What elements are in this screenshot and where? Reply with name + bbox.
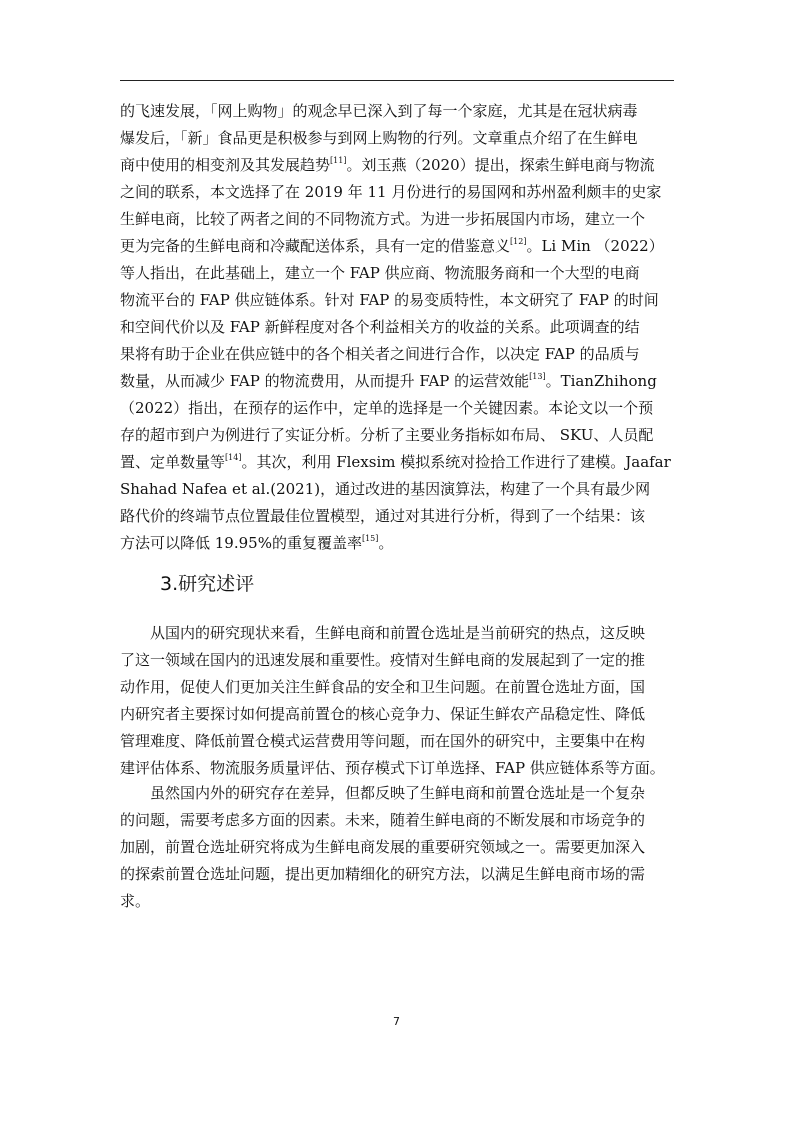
paragraph-line: 物流平台的 FAP 供应链体系。针对 FAP 的易变质特性，本文研究了 FAP 的时间 (120, 291, 659, 309)
paragraph-line: 的问题，需要考虑多方面的因素。未来，随着生鲜电商的不断发展和市场竞争的 (120, 811, 646, 829)
text-run: 置、定单数量等 (120, 453, 226, 471)
paragraph-line: 存的超市到户为例进行了实证分析。分析了主要业务指标如布局、 SKU、人员配 (120, 426, 654, 444)
paragraph-line: 的飞速发展，「网上购物」的观念早已深入到了每一个家庭，尤其是在冠状病毒 (120, 102, 638, 120)
paragraph-line: 加剧，前置仓选址研究将成为生鲜电商发展的重要研究领域之一。需要更加深入 (120, 838, 646, 856)
review-paragraph-2 (120, 780, 674, 915)
citation-mark: [13] (529, 372, 546, 381)
header-rule (120, 80, 674, 81)
paragraph-line (120, 368, 674, 395)
text-run: 数量，从而减少 FAP 的物流费用，从而提升 FAP 的运营效能 (120, 372, 530, 390)
section-heading: 3.研究述评 (160, 573, 255, 595)
paragraph-line: （2022）指出，在预存的运作中，定单的选择是一个关键因素。本论文以一个预 (120, 399, 654, 417)
citation-mark: [15] (361, 534, 379, 543)
paragraph-line: 的探索前置仓选址问题，提出更加精细化的研究方法，以满足生鲜电商市场的需 (120, 865, 646, 883)
paragraph-line: 路代价的终端节点位置最佳位置模型，通过对其进行分析，得到了一个结果：该 (120, 507, 646, 525)
paragraph-line: 爆发后，「新」食品更是积极参与到网上购物的行列。文章重点介绍了在生鲜电 (120, 129, 638, 147)
paragraph-line: 内研究者主要探讨如何提高前置仓的核心竞争力、保证生鲜农产品稳定性、降低 (120, 705, 646, 723)
text-run: 。 (378, 534, 394, 552)
paragraph-line (120, 233, 674, 260)
paragraph-line: 求。 (120, 892, 151, 910)
text-run: 方法可以降低 19.95%的重复覆盖率 (120, 534, 362, 552)
paragraph-line: 等人指出，在此基础上，建立一个 FAP 供应商、物流服务商和一个大型的电商 (120, 264, 640, 282)
paragraph-line: 建评估体系、物流服务质量评估、预存模式下订单选择、FAP 供应链体系等方面。 (120, 759, 665, 777)
text-run: 更为完备的生鲜电商和冷藏配送体系，具有一定的借鉴意义 (120, 237, 511, 255)
text-run: 商中使用的相变剂及其发展趋势 (120, 156, 331, 174)
paragraph-line (120, 449, 674, 476)
paragraph-line: 果将有助于企业在供应链中的各个相关者之间进行合作，以决定 FAP 的品质与 (120, 345, 640, 363)
citation-mark: [12] (510, 237, 527, 246)
paragraph-line: 之间的联系，本文选择了在 2019 年 11 月份进行的易国网和苏州盈利颇丰的史家 (120, 183, 662, 201)
paragraph-line: 动作用，促使人们更加关注生鲜食品的安全和卫生问题。在前置仓选址方面，国 (120, 678, 646, 696)
text-run: 。TianZhihong (545, 372, 657, 390)
paragraph-line: 了这一领域在国内的迅速发展和重要性。疫情对生鲜电商的发展起到了一定的推 (120, 651, 646, 669)
text-run: 。刘玉燕（2020）提出，探索生鲜电商与物流 (346, 156, 655, 174)
intro-paragraph (120, 98, 674, 557)
text-run: 。其次，利用 Flexsim 模拟系统对捡拾工作进行了建模。Jaafar (241, 453, 671, 471)
page-number: 7 (393, 1015, 400, 1028)
paragraph-line (120, 152, 674, 179)
paragraph-line (120, 530, 674, 557)
citation-mark: [11] (330, 156, 347, 165)
review-paragraph-1 (120, 620, 674, 782)
citation-mark: [14] (225, 453, 242, 462)
text-run: 。Li Min （2022） (526, 237, 664, 255)
paragraph-line: 虽然国内外的研究存在差异，但都反映了生鲜电商和前置仓选址是一个复杂 (150, 784, 646, 802)
paragraph-line: 从国内的研究现状来看，生鲜电商和前置仓选址是当前研究的热点，这反映 (150, 624, 646, 642)
paragraph-line: 和空间代价以及 FAP 新鲜程度对各个利益相关方的收益的关系。此项调查的结 (120, 318, 640, 336)
paragraph-line: 管理难度、降低前置仓模式运营费用等问题，而在国外的研究中，主要集中在构 (120, 732, 646, 750)
paragraph-line: 生鲜电商，比较了两者之间的不同物流方式。为进一步拓展国内市场，建立一个 (120, 210, 646, 228)
paragraph-line: Shahad Nafea et al.(2021)，通过改进的基因演算法，构建了一个具有最少网 (120, 480, 651, 498)
